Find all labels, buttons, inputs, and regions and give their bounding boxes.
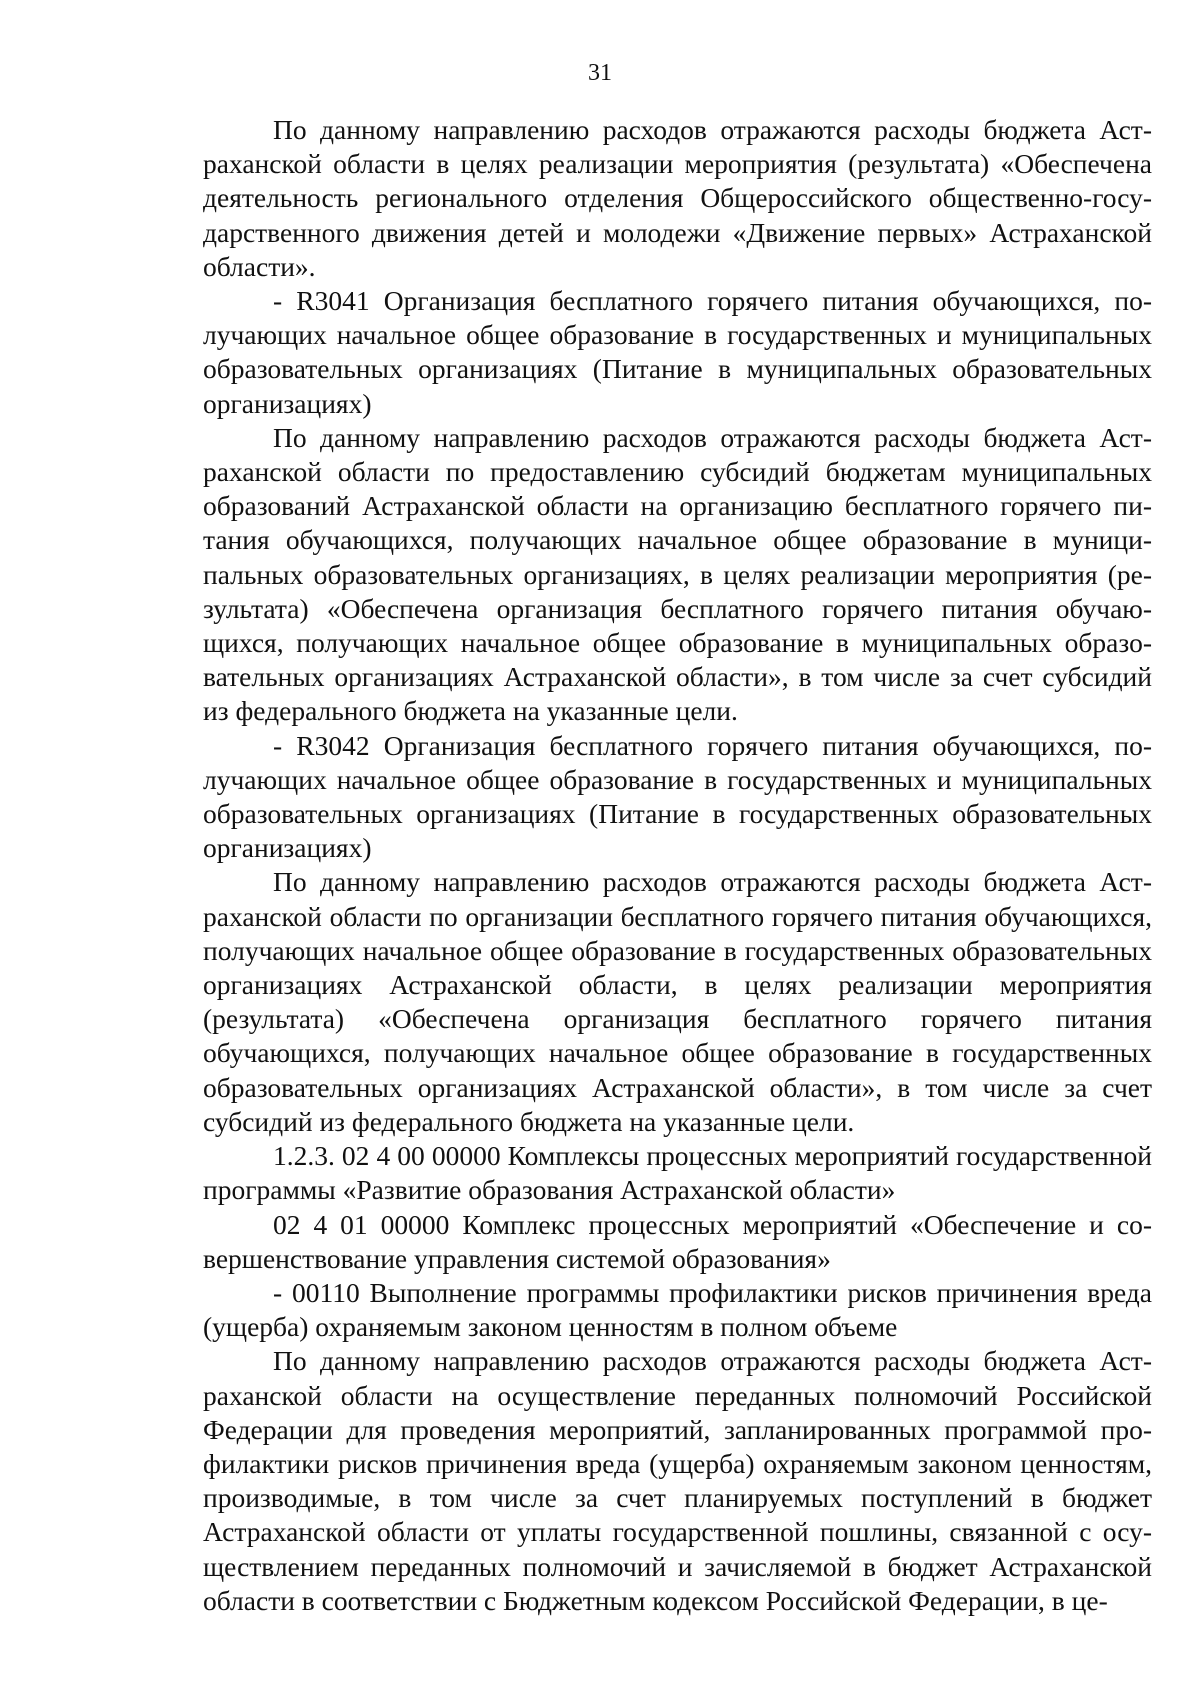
paragraph-6: 1.2.3. 02 4 00 00000 Комплексы процессных мероприятий государственной программы «Развитие образования Астраханской области» [203, 1140, 1152, 1206]
paragraph-8: - 00110 Выполнение программы профилактики рисков причинения вреда (ущерба) охраняемым законом ценностям в полном объеме [203, 1276, 1152, 1343]
paragraph-5: По данному направлению расходов отражаются расходы бюджета Астраханской области по организации бесплатного горячего питания обучающихся, получающих начальное общее образование в государственных образовательных организациях Астраханской области, в целях реализации мероприятия (результата) «Обеспечена организация бесплатного горячего питания обучающихся, получающих начальное общее образование в государственных образовательных организациях Астраханской области», в том числе за счет субсидий из федерального бюджета на указанные цели. [203, 866, 1152, 1137]
paragraph-4: - R3042 Организация бесплатного горячего питания обучающихся, получающих начальное общее образование в государственных и муниципальных образовательных организациях (Питание в государственных образовательных организациях) [203, 729, 1152, 864]
paragraph-3: По данному направлению расходов отражаются расходы бюджета Астраханской области по предоставлению субсидий бюджетам муниципальных образований Астраханской области на организацию бесплатного горячего питания обучающихся, получающих начальное общее образование в муниципальных образовательных организациях, в целях реализации мероприятия (результата) «Обеспечена организация бесплатного горячего питания обучающихся, получающих начальное общее образование в муниципальных образовательных организациях Астраханской области», в том числе за счет субсидий из федерального бюджета на указанные цели. [203, 421, 1152, 727]
paragraph-9: По данному направлению расходов отражаются расходы бюджета Астраханской области на осуществление переданных полномочий Российской Федерации для проведения мероприятий, запланированных программой профилактики рисков причинения вреда (ущерба) охраняемым законом ценностям, производимые, в том числе за счет планируемых поступлений в бюджет Астраханской области от уплаты государственной пошлины, связанной с осуществлением переданных полномочий и зачисляемой в бюджет Астраханской области в соответствии с Бюджетным кодексом Российской Федерации, в це- [203, 1345, 1152, 1616]
document-body [203, 113, 1152, 1618]
paragraph-1: По данному направлению расходов отражаются расходы бюджета Астраханской области в целях реализации мероприятия (результата) «Обеспечена деятельность регионального отделения Общероссийского общественно-государственного движения детей и молодежи «Движение первых» Астраханской области». [203, 114, 1152, 282]
paragraph-2: - R3041 Организация бесплатного горячего питания обучающихся, получающих начальное общее образование в государственных и муниципальных образовательных организациях (Питание в муниципальных образовательных организациях) [203, 285, 1152, 419]
page-number: 31 [588, 60, 612, 86]
paragraph-7: 02 4 01 00000 Комплекс процессных мероприятий «Обеспечение и совершенствование управления системой образования» [203, 1208, 1152, 1274]
